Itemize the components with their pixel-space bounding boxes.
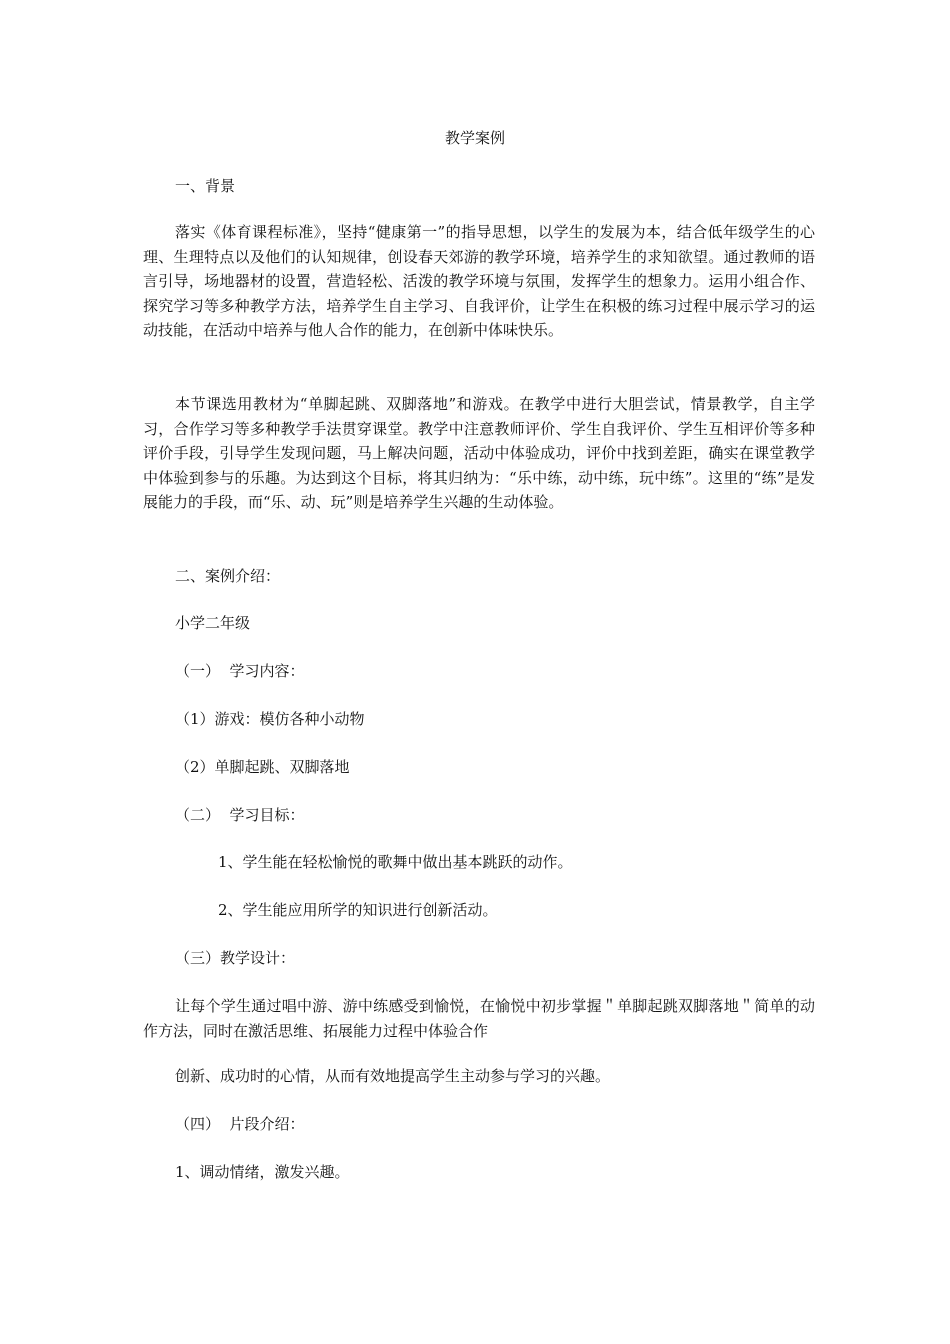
goal-item-1: 1、学生能在轻松愉悦的歌舞中做出基本跳跃的动作。	[218, 853, 573, 871]
content-item-1: （1）游戏：模仿各种小动物	[175, 710, 365, 728]
section-heading-background: 一、背景	[175, 177, 236, 195]
document-title: 教学案例	[444, 129, 505, 147]
paragraph-teaching-design-continued: 创新、成功时的心情，从而有效地提高学生主动参与学习的兴趣。	[175, 1067, 611, 1085]
goal-item-2: 2、学生能应用所学的知识进行创新活动。	[218, 901, 498, 919]
subheading-teaching-design: （三）教学设计：	[175, 949, 296, 967]
segment-item-1: 1、调动情绪，激发兴趣。	[175, 1163, 350, 1181]
subheading-learning-goals: （二） 学习目标：	[175, 806, 305, 824]
subheading-segment-intro: （四） 片段介绍：	[175, 1115, 305, 1133]
paragraph-teaching-design: 让每个学生通过唱中游、游中练感受到愉悦，在愉悦中初步掌握＂单脚起跳双脚落地＂简单的动作方法，同时在激活思维、拓展能力过程中体验合作	[143, 997, 815, 1040]
grade-label: 小学二年级	[175, 614, 251, 632]
subheading-learning-content: （一） 学习内容：	[175, 662, 305, 680]
paragraph-background-2: 本节课选用教材为“单脚起跳、双脚落地”和游戏。在教学中进行大胆尝试，情景教学，自主学习，合作学习等多种教学手法贯穿课堂。教学中注意教师评价、学生自我评价、学生互相评价等多种评价手段，引导学生发现问题，马上解决问题，活动中体验成功，评价中找到差距，确实在课堂教学中体验到参与的乐趣。为达到这个目标，将其归纳为：“乐中练，动中练，玩中练”。这里的“练”是发展能力的手段，而“乐、动、玩”则是培养学生兴趣的生动体验。	[143, 395, 815, 511]
section-heading-case-intro: 二、案例介绍：	[175, 567, 281, 585]
content-item-2: （2）单脚起跳、双脚落地	[175, 758, 350, 776]
paragraph-background-1: 落实《体育课程标准》，坚持“健康第一”的指导思想，以学生的发展为本，结合低年级学生的心理、生理特点以及他们的认知规律，创设春天郊游的教学环境，培养学生的求知欲望。通过教师的语言引导，场地器材的设置，营造轻松、活泼的教学环境与氛围，发挥学生的想象力。运用小组合作、探究学习等多种教学方法，培养学生自主学习、自我评价，让学生在积极的练习过程中展示学习的运动技能，在活动中培养与他人合作的能力，在创新中体味快乐。	[143, 223, 815, 339]
